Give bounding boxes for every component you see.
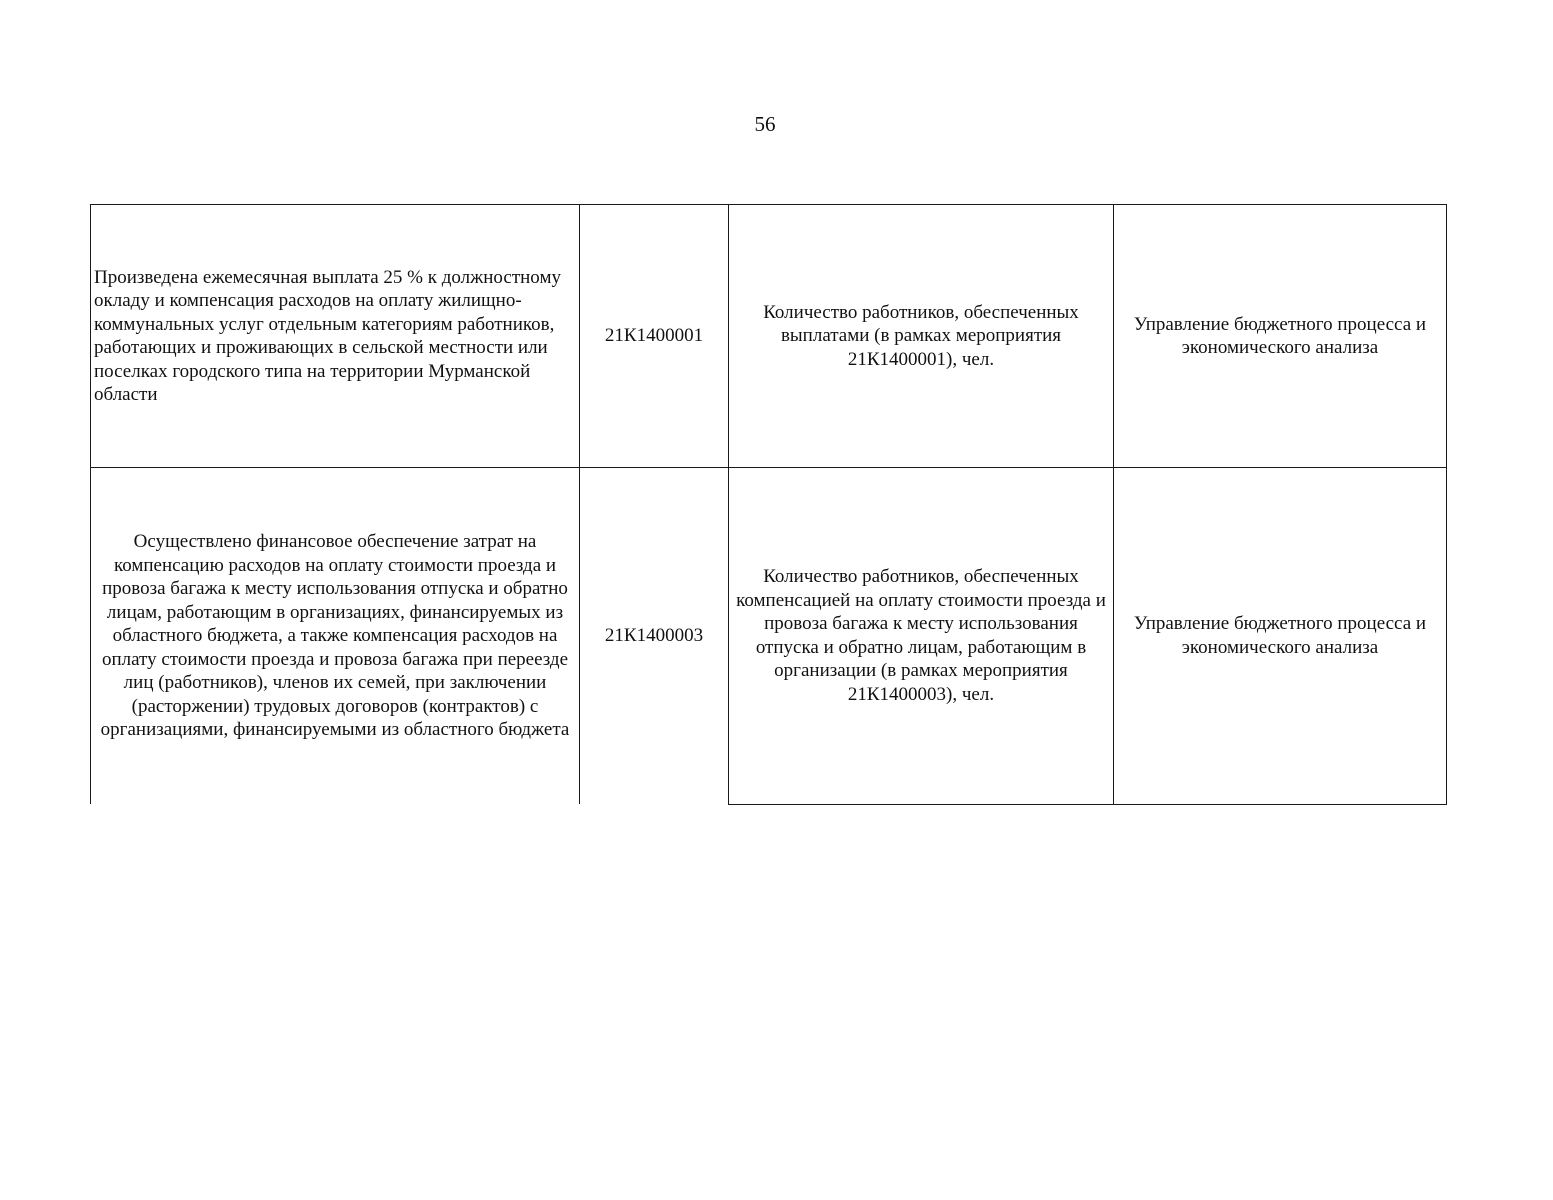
budget-code-cell: 21К1400003 bbox=[580, 468, 729, 805]
table-row bbox=[91, 205, 1447, 468]
responsible-unit-cell: Управление бюджетного процесса и экономического анализа bbox=[1114, 205, 1447, 468]
event-description-cell: Осуществлено финансовое обеспечение затрат на компенсацию расходов на оплату стоимости проезда и провоза багажа к месту использования отпуска и обратно лицам, работающим в организациях, финансируемых из областного бюджета, а также компенсация расходов на оплату стоимости проезда и провоза багажа при переезде лиц (работников), членов их семей, при заключении (расторжении) трудовых договоров (контрактов) с организациями, финансируемыми из областного бюджета bbox=[91, 468, 580, 805]
indicator-cell: Количество работников, обеспеченных выплатами (в рамках мероприятия 21К1400001), чел. bbox=[729, 205, 1114, 468]
table-row bbox=[91, 468, 1447, 805]
responsible-unit-cell: Управление бюджетного процесса и экономического анализа bbox=[1114, 468, 1447, 805]
activities-table bbox=[90, 204, 1447, 805]
indicator-cell: Количество работников, обеспеченных компенсацией на оплату стоимости проезда и провоза багажа к месту использования отпуска и обратно лицам, работающим в организации (в рамках мероприятия 21К1400003), чел. bbox=[729, 468, 1114, 805]
event-description-cell: Произведена ежемесячная выплата 25 % к должностному окладу и компенсация расходов на оплату жилищно-коммунальных услуг отдельным категориям работников, работающих и проживающих в сельской местности или поселках городского типа на территории Мурманской области bbox=[91, 205, 580, 468]
budget-code-cell: 21К1400001 bbox=[580, 205, 729, 468]
page-number: 56 bbox=[754, 112, 776, 136]
